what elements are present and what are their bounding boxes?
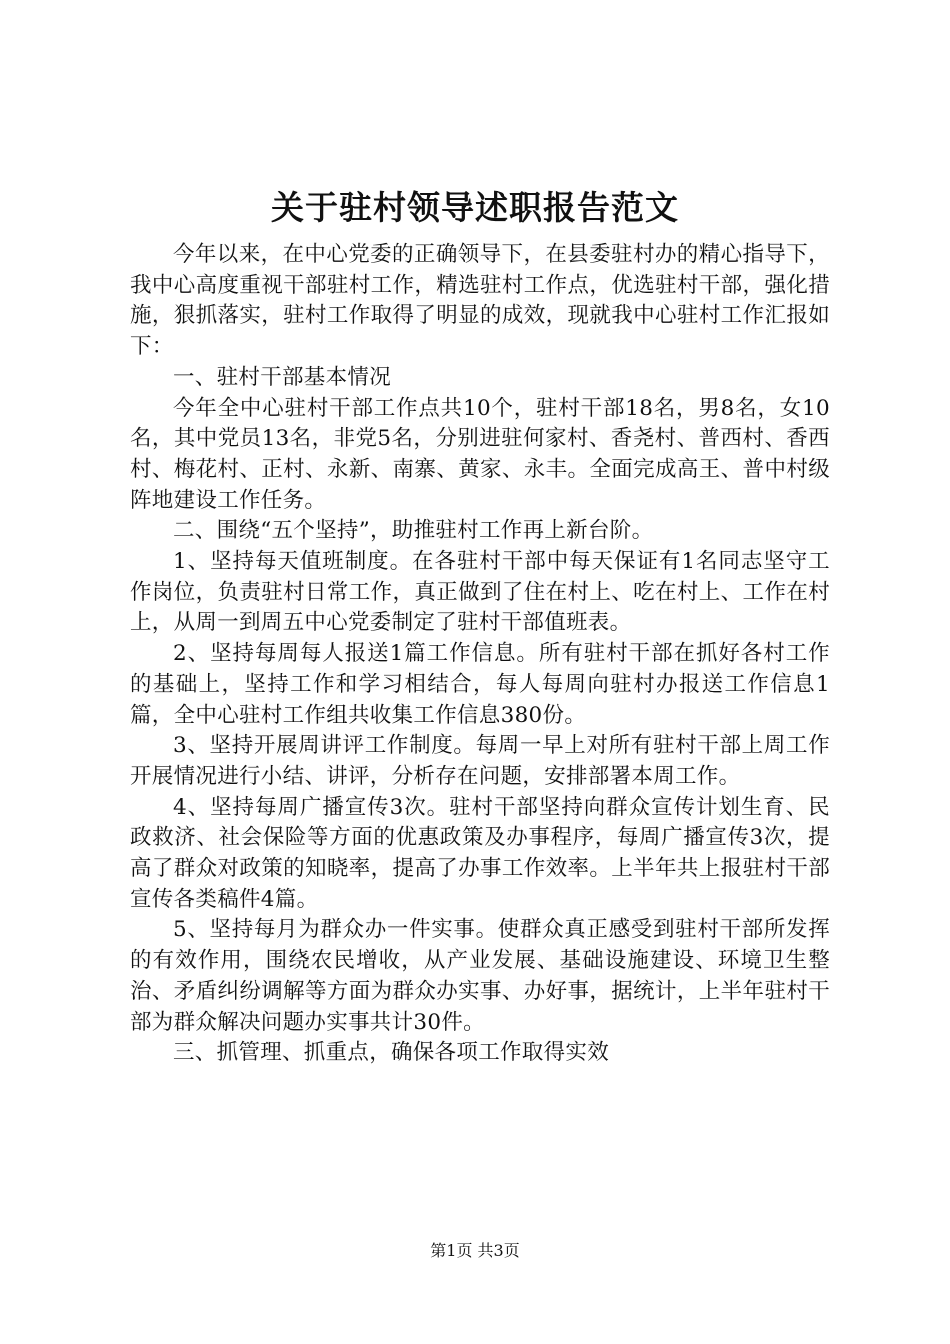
section-heading-1: 一、驻村干部基本情况 bbox=[173, 364, 392, 390]
document-body bbox=[130, 240, 830, 1069]
paragraph-item-4: 4、坚持每周广播宣传3次。驻村干部坚持向群众宣传计划生育、民政救济、社会保险等方面的优惠政策及办事程序，每周广播宣传3次，提高了群众对政策的知晓率，提高了办事工作效率。上半年共上报驻村干部宣传各类稿件4篇。 bbox=[130, 794, 830, 912]
paragraph-item-5: 5、坚持每月为群众办一件实事。使群众真正感受到驻村干部所发挥的有效作用，围绕农民增收，从产业发展、基础设施建设、环境卫生整治、矛盾纠纷调解等方面为群众办实事、办好事，据统计，上半年驻村干部为群众解决问题办实事共计30件。 bbox=[130, 917, 830, 1035]
page-number-footer: 第1页 共3页 bbox=[430, 1241, 520, 1260]
section-heading-2: 二、围绕“五个坚持”，助推驻村工作再上新台阶。 bbox=[173, 518, 654, 544]
paragraph-item-2: 2、坚持每周每人报送1篇工作信息。所有驻村干部在抓好各村工作的基础上，坚持工作和学习相结合，每人每周向驻村办报送工作信息1篇，全中心驻村工作组共收集工作信息380份。 bbox=[130, 641, 830, 728]
section-heading-3: 三、抓管理、抓重点，确保各项工作取得实效 bbox=[173, 1040, 610, 1066]
paragraph-cadre-info: 今年全中心驻村干部工作点共10个，驻村干部18名，男8名，女10名，其中党员13名，非党5名，分别进驻何家村、香尧村、普西村、香西村、梅花村、正村、永新、南寨、黄家、永丰。全面完成高王、普中村级阵地建设工作任务。 bbox=[130, 395, 830, 513]
document-title: 关于驻村领导述职报告范文 bbox=[271, 188, 679, 227]
paragraph-item-1: 1、坚持每天值班制度。在各驻村干部中每天保证有1名同志坚守工作岗位，负责驻村日常工作，真正做到了住在村上、吃在村上、工作在村上，从周一到周五中心党委制定了驻村干部值班表。 bbox=[130, 549, 830, 636]
paragraph-intro: 今年以来，在中心党委的正确领导下，在县委驻村办的精心指导下，我中心高度重视干部驻村工作，精选驻村工作点，优选驻村干部，强化措施，狠抓落实，驻村工作取得了明显的成效，现就我中心驻村工作汇报如下： bbox=[130, 242, 830, 360]
paragraph-item-3: 3、坚持开展周讲评工作制度。每周一早上对所有驻村干部上周工作开展情况进行小结、讲评，分析存在问题，安排部署本周工作。 bbox=[130, 733, 830, 789]
